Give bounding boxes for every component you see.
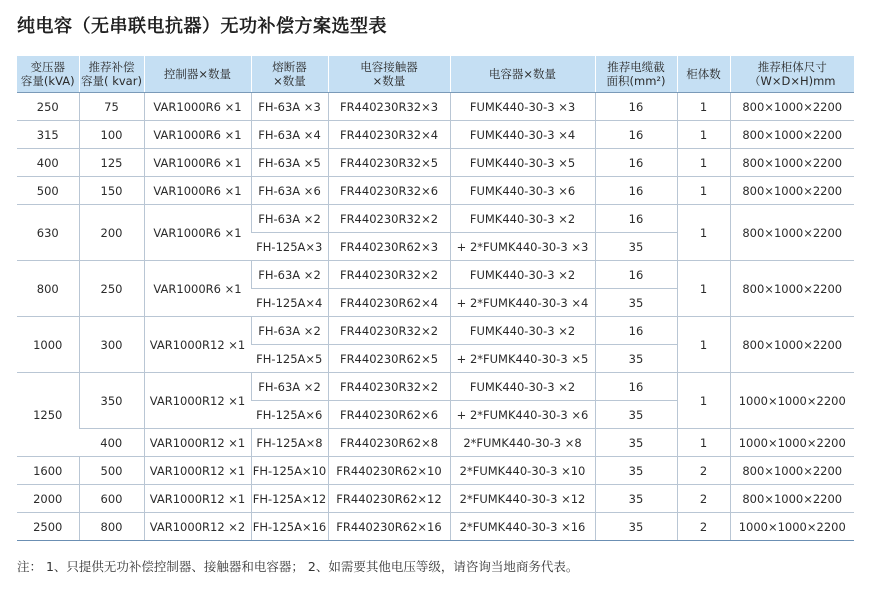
table-cell: 16	[595, 121, 677, 149]
table-cell: 35	[595, 401, 677, 429]
table-cell: FUMK440-30-3 ×2	[450, 373, 595, 401]
selection-table	[17, 56, 854, 541]
table-cell: 100	[79, 121, 144, 149]
header-contactor	[328, 56, 450, 93]
table-cell: 400	[79, 429, 144, 457]
table-cell: 800×1000×2200	[730, 205, 854, 261]
table-cell: 150	[79, 177, 144, 205]
table-cell: FR440230R62×4	[328, 289, 450, 317]
table-cell: 500	[17, 177, 79, 205]
table-cell: 800×1000×2200	[730, 261, 854, 317]
table-cell: 35	[595, 485, 677, 513]
header-label: 电容器×数量	[488, 67, 557, 81]
table-cell: 16	[595, 373, 677, 401]
header-label: 电容接触器	[360, 60, 418, 74]
table-cell: FR440230R32×3	[328, 93, 450, 121]
header-cabinet-size	[730, 56, 854, 93]
header-label: 容量(kVA)	[20, 74, 75, 88]
table-row	[17, 429, 854, 457]
table-cell: 200	[79, 205, 144, 261]
table-cell: 1	[677, 373, 730, 429]
header-label: 推荐补偿	[88, 60, 135, 74]
header-label: 柜体数	[686, 67, 721, 81]
table-cell: FH-63A ×4	[251, 121, 328, 149]
table-cell: 16	[595, 261, 677, 289]
table-cell: 16	[595, 177, 677, 205]
header-label: 推荐柜体尺寸	[757, 60, 827, 74]
table-cell: 800	[17, 261, 79, 317]
table-cell: FH-125A×5	[251, 345, 328, 373]
table-cell: VAR1000R12 ×1	[144, 485, 251, 513]
table-cell: VAR1000R12 ×2	[144, 513, 251, 541]
table-cell: FR440230R32×6	[328, 177, 450, 205]
header-transformer-capacity	[17, 56, 79, 93]
table-cell: + 2*FUMK440-30-3 ×5	[450, 345, 595, 373]
table-cell: 1000×1000×2200	[730, 429, 854, 457]
table-cell: FR440230R62×6	[328, 401, 450, 429]
table-cell: 2	[677, 513, 730, 541]
table-cell: 2*FUMK440-30-3 ×12	[450, 485, 595, 513]
table-cell: FH-63A ×2	[251, 373, 328, 401]
table-cell: 800×1000×2200	[730, 177, 854, 205]
table-row	[17, 457, 854, 485]
table-cell: VAR1000R6 ×1	[144, 205, 251, 261]
table-cell: FR440230R32×5	[328, 149, 450, 177]
table-cell: 16	[595, 317, 677, 345]
table-row	[17, 149, 854, 177]
header-controller	[144, 56, 251, 93]
table-row	[17, 373, 854, 401]
table-cell: FUMK440-30-3 ×2	[450, 205, 595, 233]
table-cell: 35	[595, 429, 677, 457]
table-cell: FUMK440-30-3 ×5	[450, 149, 595, 177]
table-cell: 35	[595, 289, 677, 317]
table-row	[17, 485, 854, 513]
table-cell: FH-125A×12	[251, 485, 328, 513]
table-cell: 35	[595, 457, 677, 485]
table-cell: 1000	[17, 317, 79, 373]
table-cell: 250	[17, 93, 79, 121]
header-label: ×数量	[273, 74, 306, 88]
table-cell: FR440230R62×3	[328, 233, 450, 261]
table-cell: 800×1000×2200	[730, 121, 854, 149]
table-row	[17, 317, 854, 345]
table-cell: 1	[677, 177, 730, 205]
table-cell: VAR1000R6 ×1	[144, 93, 251, 121]
table-cell: FR440230R32×4	[328, 121, 450, 149]
table-cell: 1	[677, 317, 730, 373]
table-cell: 75	[79, 93, 144, 121]
table-cell: FUMK440-30-3 ×6	[450, 177, 595, 205]
header-cable-section	[595, 56, 677, 93]
table-cell: FUMK440-30-3 ×2	[450, 261, 595, 289]
table-cell: FR440230R62×10	[328, 457, 450, 485]
table-cell: FUMK440-30-3 ×4	[450, 121, 595, 149]
table-cell: 35	[595, 513, 677, 541]
table-cell: 2*FUMK440-30-3 ×10	[450, 457, 595, 485]
table-cell: FR440230R32×2	[328, 205, 450, 233]
table-cell: 1600	[17, 457, 79, 485]
table-cell: VAR1000R6 ×1	[144, 261, 251, 317]
table-cell: FH-63A ×3	[251, 93, 328, 121]
header-label: ×数量	[372, 74, 406, 88]
table-cell: FUMK440-30-3 ×3	[450, 93, 595, 121]
table-row	[17, 261, 854, 289]
table-cell: + 2*FUMK440-30-3 ×6	[450, 401, 595, 429]
table-cell: + 2*FUMK440-30-3 ×4	[450, 289, 595, 317]
table-cell: FR440230R32×2	[328, 261, 450, 289]
table-cell: 1	[677, 261, 730, 317]
table-row	[17, 205, 854, 233]
footnote: 注： 1、只提供无功补偿控制器、接触器和电容器； 2、如需要其他电压等级，请咨询当地商务代表。	[17, 559, 579, 574]
table-cell: FH-63A ×2	[251, 261, 328, 289]
table-cell: 16	[595, 205, 677, 233]
table-cell: 1	[677, 429, 730, 457]
table-cell: VAR1000R12 ×1	[144, 317, 251, 373]
table-cell: 630	[17, 205, 79, 261]
table-cell: FR440230R32×2	[328, 373, 450, 401]
header-label: 容量( kvar)	[81, 74, 142, 88]
table-cell: 300	[79, 317, 144, 373]
table-cell: VAR1000R12 ×1	[144, 457, 251, 485]
header-cabinet-count	[677, 56, 730, 93]
table-cell: 2*FUMK440-30-3 ×16	[450, 513, 595, 541]
table-cell: 600	[79, 485, 144, 513]
table-cell: FH-63A ×5	[251, 149, 328, 177]
table-cell: 250	[79, 261, 144, 317]
table-cell: VAR1000R6 ×1	[144, 149, 251, 177]
table-cell: 2*FUMK440-30-3 ×8	[450, 429, 595, 457]
table-cell: 800×1000×2200	[730, 93, 854, 121]
table-cell: 800	[79, 513, 144, 541]
table-cell: 350	[79, 373, 144, 429]
header-label: 推荐电缆截	[607, 60, 665, 74]
header-capacitor	[450, 56, 595, 93]
table-cell: FH-125A×3	[251, 233, 328, 261]
table-cell: VAR1000R12 ×1	[144, 373, 251, 429]
table-cell: FH-63A ×2	[251, 205, 328, 233]
table-cell: FR440230R32×2	[328, 317, 450, 345]
table-cell: FH-125A×10	[251, 457, 328, 485]
table-row	[17, 513, 854, 541]
table-cell: FH-125A×16	[251, 513, 328, 541]
table-cell: FR440230R62×5	[328, 345, 450, 373]
header-fuse	[251, 56, 328, 93]
table-cell: FR440230R62×16	[328, 513, 450, 541]
table-cell: VAR1000R6 ×1	[144, 177, 251, 205]
table-cell: FUMK440-30-3 ×2	[450, 317, 595, 345]
table-cell: 1000×1000×2200	[730, 513, 854, 541]
table-cell: FH-63A ×6	[251, 177, 328, 205]
table-cell: FH-63A ×2	[251, 317, 328, 345]
table-cell: 2	[677, 485, 730, 513]
table-row	[17, 177, 854, 205]
header-label: 面积(mm²)	[606, 74, 666, 88]
table-body	[17, 93, 854, 541]
table-cell: 35	[595, 345, 677, 373]
table-cell: 1	[677, 121, 730, 149]
table-cell: 35	[595, 233, 677, 261]
table-cell: 400	[17, 149, 79, 177]
table-cell: FH-125A×4	[251, 289, 328, 317]
table-cell: FH-125A×6	[251, 401, 328, 429]
header-label: 控制器×数量	[163, 67, 232, 81]
header-compensation-capacity	[79, 56, 144, 93]
table-cell: VAR1000R6 ×1	[144, 121, 251, 149]
table-cell: 16	[595, 149, 677, 177]
table-cell: 1250	[17, 373, 79, 457]
table-cell: 16	[595, 93, 677, 121]
table-cell: 2	[677, 457, 730, 485]
table-cell: 1	[677, 149, 730, 177]
table-cell: 2500	[17, 513, 79, 541]
table-cell: FR440230R62×8	[328, 429, 450, 457]
table-cell: VAR1000R12 ×1	[144, 429, 251, 457]
header-label: 变压器	[30, 60, 65, 74]
header-label: 熔断器	[272, 60, 307, 74]
table-cell: 1	[677, 205, 730, 261]
table-row	[17, 121, 854, 149]
table-cell: 500	[79, 457, 144, 485]
table-cell: 315	[17, 121, 79, 149]
table-cell: 125	[79, 149, 144, 177]
table-cell: 1	[677, 93, 730, 121]
table-cell: 2000	[17, 485, 79, 513]
table-row	[17, 93, 854, 121]
table-header-row	[17, 56, 854, 93]
table-cell: 1000×1000×2200	[730, 373, 854, 429]
table-cell: FH-125A×8	[251, 429, 328, 457]
table-cell: 800×1000×2200	[730, 485, 854, 513]
page-title: 纯电容（无串联电抗器）无功补偿方案选型表	[17, 16, 387, 37]
table-cell: 800×1000×2200	[730, 317, 854, 373]
table-cell: 800×1000×2200	[730, 149, 854, 177]
header-label: （W×D×H)mm	[748, 74, 836, 88]
table-cell: FR440230R62×12	[328, 485, 450, 513]
table-cell: 800×1000×2200	[730, 457, 854, 485]
table-cell: + 2*FUMK440-30-3 ×3	[450, 233, 595, 261]
